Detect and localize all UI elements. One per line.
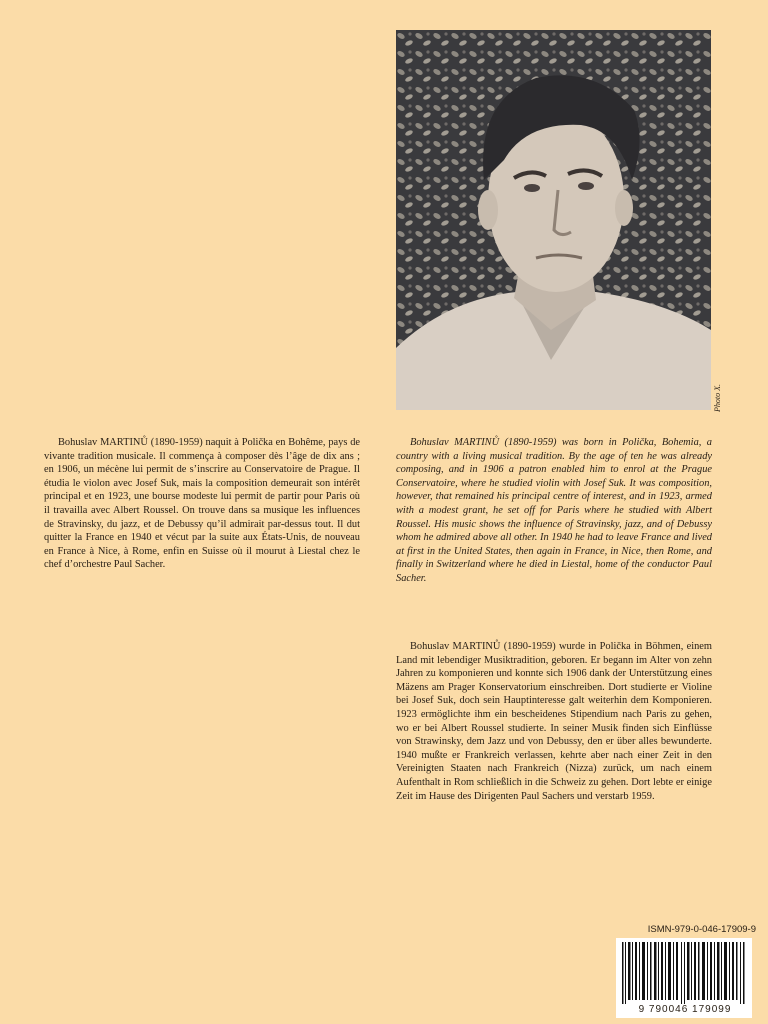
barcode-bars	[616, 938, 752, 1004]
ismn-number: ISMN-979-0-046-17909-9	[647, 924, 756, 935]
biography-french	[44, 436, 360, 572]
portrait-illustration	[396, 30, 711, 410]
biography-english-text: Bohuslav MARTINŮ (1890-1959) was born in Polička, Bohemia, a country with a living musical tradition. By the age of ten he was already composing, and in 1906 a patron enabled him to enrol at the Prague Conservatoire, where he studied violin with Josef Suk. It was composition, however, that remained his principal centre of interest, and in 1923, armed with a modest grant, he set off for Paris where he studied with Albert Roussel. His music shows the influence of Stravinsky, jazz, and of Debussy whom he admired above all other. In 1940 he had to leave France and lived at first in the United States, then again in France, in Nice, then Rome, and finally in Switzerland where he died in Liestal, home of the conductor Paul Sacher.	[396, 437, 712, 584]
biography-german-text: Bohuslav MARTINŮ (1890-1959) wurde in Polička in Böhmen, einem Land mit lebendiger Musiktradition, geboren. Er begann im Alter von zehn Jahren zu komponieren und konnte sich 1906 dank der Unterstützung eines Mäzens am Prager Konservatorium einschreiben. Dort studierte er Violine bei Josef Suk, doch sein Hauptinteresse galt weiterhin dem Komponieren. 1923 ermöglichte ihm ein bescheidenes Stipendium nach Paris zu gehen, wo er bei Albert Roussel studierte. In seiner Musik finden sich Einflüsse von Strawinsky, dem Jazz und von Debussy, den er über alles bewunderte. 1940 mußte er Frankreich verlassen, kehrte aber nach einer Zeit in den Vereinigten Staaten nach Frankreich (Nizza) zurück, um nach einem Aufenthalt in Rom schließlich in die Schweiz zu gehen. Dort lebte er einige Zeit im Hause des Dirigenten Paul Sachers und verstarb 1959.	[396, 641, 712, 802]
photo-credit: Photo X.	[713, 384, 722, 412]
biography-english	[396, 436, 712, 586]
barcode-digits: 9 790046 179099	[620, 1004, 750, 1015]
biography-french-text: Bohuslav MARTINŮ (1890-1959) naquit à Polička en Bohême, pays de vivante tradition musicale. Il commença à composer dès l’âge de dix ans ; en 1906, un mécène lui permit de s’inscrire au Conservatoire de Prague. Il étudia le violon avec Josef Suk, mais la composition demeurait son intérêt principal et en 1923, une bourse modeste lui permit de partir pour Paris où il travailla avec Albert Roussel. On trouve dans sa musique les influences de Stravinsky, du jazz, et de Debussy qu’il admirait par-dessus tout. Il dut quitter la France en 1940 et vécut par la suite aux États-Unis, de nouveau en France à Nice, à Rome, enfin en Suisse où il mourut à Liestal chez le chef d’orchestre Paul Sacher.	[44, 437, 360, 571]
portrait-photo	[396, 30, 711, 410]
biography-german	[396, 640, 712, 803]
